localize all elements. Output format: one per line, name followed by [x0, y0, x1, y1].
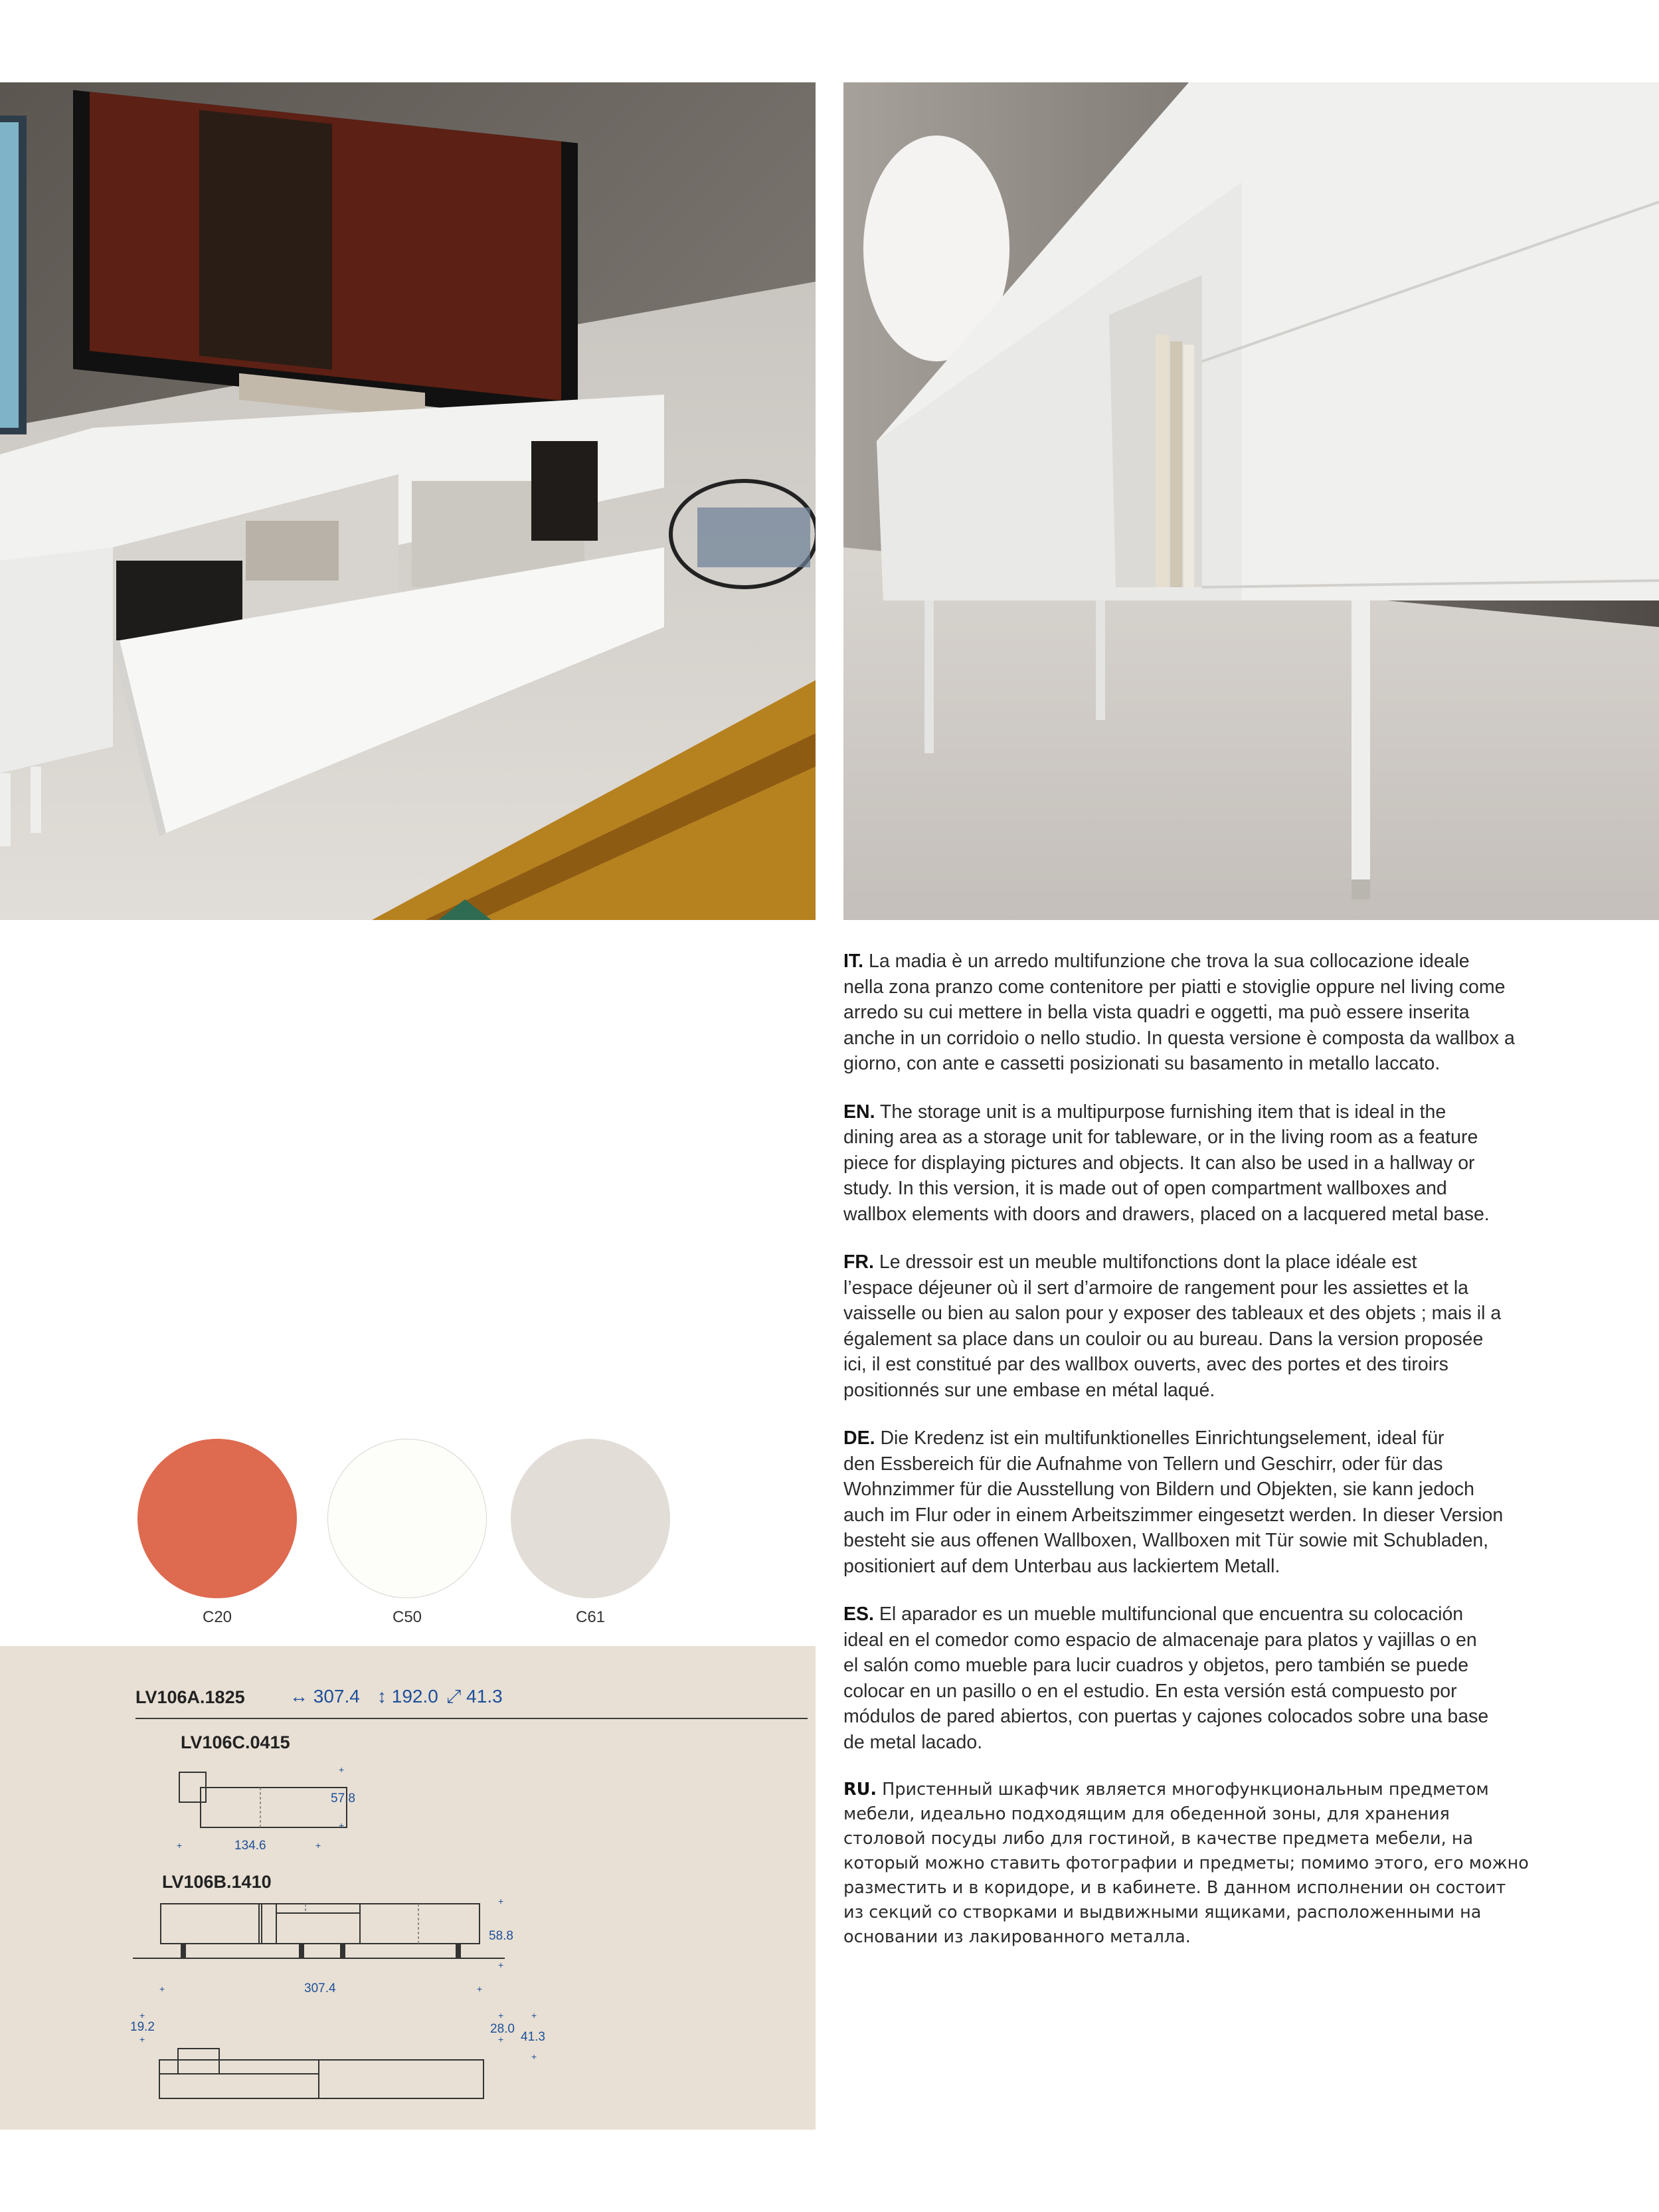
- dim-marker: +: [477, 1983, 483, 1994]
- module-c-width: 134.6: [234, 1839, 266, 1853]
- dim-marker: +: [531, 2051, 537, 2062]
- paragraph-es-text: El aparador es un mueble multifuncional que encuentra su colocación ideal en el comedor como espacio de almacenaje para platos y vajillas o en el salón como mueble para lucir cuadros y objetos, pero también se puede colocar en un pasillo o en el estudio. En esta versión está compuesto por módulos de pared abiertos, con puertas y cajones colocados sobre una base de metal lacado.: [843, 1604, 1489, 1753]
- module-b-depth-total: 41.3: [521, 2030, 545, 2044]
- swatch-label-c20: C20: [202, 1608, 232, 1626]
- height-dimension: ↕ 192.0: [377, 1686, 438, 1706]
- dim-marker: +: [315, 1840, 321, 1851]
- paragraph-fr-text: Le dressoir est un meuble multifonctions dont la place idéale est l’espace déjeuner où il sert d’armoire de rangement pour les assiettes et la vaisselle ou bien au salon pour y exposer des tableaux et des objets ; mais il a également sa place dans un couloir ou au bureau. Dans la version proposée ici, il est constitué par des wallbox ouverts, avec des portes et des tiroirs positionnés sur une embase en métal laqué.: [843, 1251, 1502, 1401]
- module-b-height: 58.8: [489, 1929, 513, 1943]
- dimensions-panel: [0, 1646, 816, 2130]
- dim-marker: +: [139, 2010, 145, 2021]
- module-b-drawing: [133, 1897, 505, 2103]
- swatch-c20: [137, 1439, 297, 1598]
- lang-code-en: EN.: [843, 1101, 875, 1123]
- lang-code-de: DE.: [843, 1428, 875, 1449]
- module-c-drawing: [173, 1759, 372, 1865]
- sideboard-photo: [843, 82, 1659, 920]
- paragraph-de-text: Die Kredenz ist ein multifunktionelles Einrichtungselement, ideal für den Essbereich für die Aufnahme von Tellern und Geschirr, oder für das Wohnzimmer für die Ausstellung von Bildern und Objekten, sie kann jedoch auch im Flur oder in einem Arbeitszimmer eingesetzt werden. In dieser Version besteht sie aus offenen Wallboxen, Wallboxen mit Tür sowie mit Schubladen, positioniert auf dem Unterbau aus lackiertem Metall.: [843, 1428, 1504, 1577]
- paragraph-it-text: La madia è un arredo multifunzione che trova la sua collocazione ideale nella zona pranzo come contenitore per piatti e stoviglie oppure nel living come arredo su cui mettere in bella vista quadri e oggetti, ma può essere inserita anche in un corridoio o nello studio. In questa versione è composta da wallbox a giorno, con ante e cassetti posizionati su basamento in metallo laccato.: [843, 951, 1515, 1074]
- living-room-photo: [0, 82, 816, 920]
- module-c-height: 57.8: [331, 1792, 355, 1805]
- paragraph-ru: [843, 1778, 1534, 1950]
- module-c-code: LV106C.0415: [181, 1732, 290, 1752]
- swatch-label-c50: C50: [392, 1608, 422, 1626]
- swatch-c61: [511, 1439, 670, 1598]
- paragraph-fr: [843, 1249, 1534, 1403]
- module-b-code: LV106B.1410: [162, 1872, 272, 1892]
- paragraph-it: [843, 949, 1534, 1077]
- dim-marker: +: [339, 1764, 345, 1775]
- dim-marker: +: [177, 1840, 183, 1851]
- paragraph-de: [843, 1426, 1534, 1579]
- width-dimension: ↔ 307.4: [290, 1686, 360, 1706]
- dim-marker: +: [139, 2034, 145, 2045]
- dim-marker: +: [531, 2010, 537, 2021]
- dim-marker: +: [159, 1983, 165, 1994]
- lang-code-ru: RU.: [843, 1780, 877, 1799]
- lang-code-it: IT.: [843, 951, 864, 972]
- dim-marker: +: [339, 1820, 345, 1831]
- dim-marker: +: [498, 1960, 504, 1970]
- dim-marker: +: [498, 2010, 504, 2021]
- living-room-photo-illustration: [0, 82, 816, 920]
- swatch-c50: [327, 1439, 487, 1598]
- paragraph-es: [843, 1602, 1534, 1755]
- module-b-depth-left: 19.2: [130, 2020, 155, 2034]
- product-code: LV106A.1825: [135, 1687, 245, 1707]
- paragraph-ru-text: Пристенный шкафчик является многофункциональным предметом мебели, идеально подходящим для обеденной зоны, для хранения столовой посуды либо для гостиной, в качестве предмета мебели, на который можно ставить фотографии и предметы; помимо этого, его можно разместить и в коридоре, и в кабинете. В данном исполнении он состоит из секций со створками и выдвижными ящиками, расположенными на основании из лакированного металла.: [843, 1780, 1529, 1947]
- module-b-depth-right: 28.0: [490, 2022, 515, 2036]
- depth-dimension: ⤢ 41.3: [446, 1686, 503, 1706]
- spec-divider: [135, 1718, 808, 1719]
- module-b-width: 307.4: [304, 1982, 336, 1995]
- dim-marker: +: [498, 2034, 504, 2045]
- sideboard-photo-illustration: [843, 82, 1659, 920]
- lang-code-es: ES.: [843, 1604, 874, 1625]
- paragraph-en-text: The storage unit is a multipurpose furnishing item that is ideal in the dining area as a storage unit for tableware, or in the living room as a feature piece for displaying pictures and objects. It can also be used in a hallway or study. In this version, it is made out of open compartment wallboxes and wallbox elements with doors and drawers, placed on a lacquered metal base.: [843, 1101, 1490, 1225]
- swatch-label-c61: C61: [575, 1608, 606, 1626]
- paragraph-en: [843, 1099, 1534, 1228]
- multilingual-description: [843, 949, 1534, 1972]
- lang-code-fr: FR.: [843, 1251, 874, 1273]
- dim-marker: +: [498, 1896, 504, 1906]
